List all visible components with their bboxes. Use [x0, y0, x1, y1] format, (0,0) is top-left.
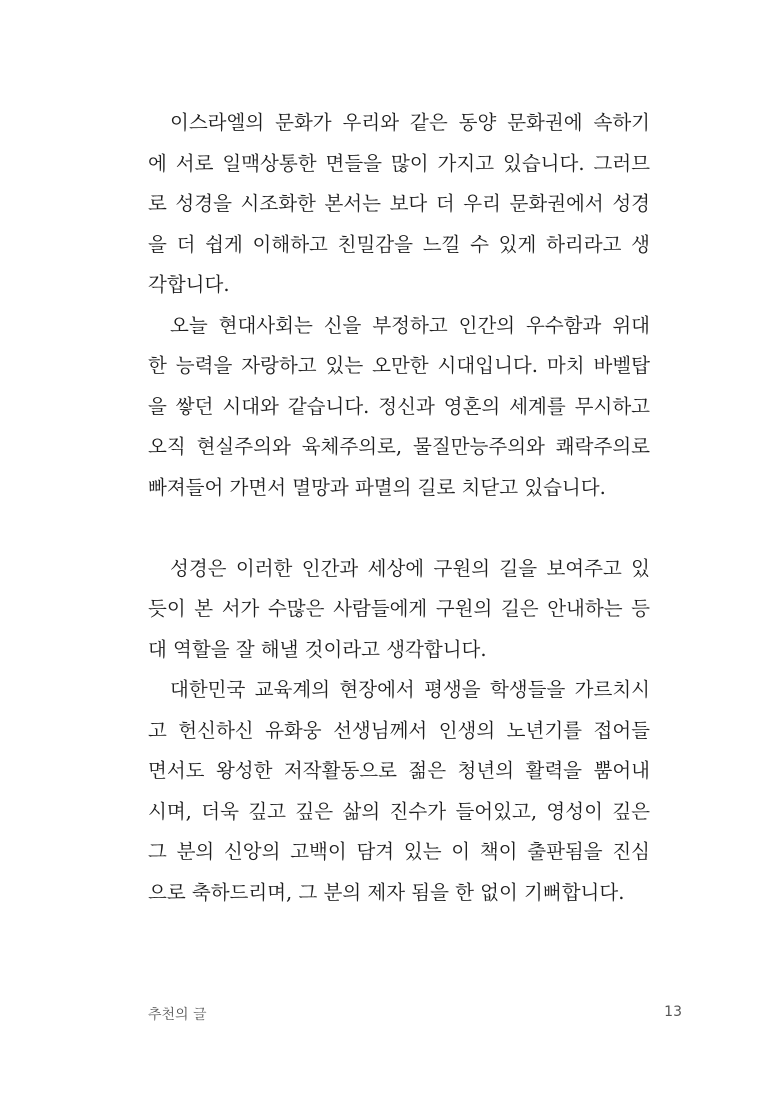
paragraph-4	[148, 670, 650, 913]
text-line: 빠져들어 가면서 멸망과 파멸의 길로 치닫고 있습니다.	[148, 475, 606, 499]
text-line: 대 역할을 잘 해낼 것이라고 생각합니다.	[148, 637, 487, 661]
text-line: 고 헌신하신 유화웅 선생님께서 인생의 노년기를 접어들	[148, 718, 650, 742]
text-line: 이스라엘의 문화가 우리와 같은 동양 문화권에 속하기	[170, 111, 650, 134]
running-footer-title: 추천의 글	[148, 1007, 207, 1023]
text-line: 성경은 이러한 인간과 세상에 구원의 길을 보여주고 있	[170, 556, 650, 580]
paragraph-gap	[148, 508, 650, 549]
text-line: 로 성경을 시조화한 본서는 보다 더 우리 문화권에서 성경	[148, 192, 650, 215]
text-line: 각합니다.	[148, 273, 230, 296]
paragraph-2	[148, 306, 650, 509]
text-line: 에 서로 일맥상통한 면들을 많이 가지고 있습니다. 그러므	[148, 151, 650, 175]
text-line: 한 능력을 자랑하고 있는 오만한 시대입니다. 마치 바벨탑	[148, 354, 650, 377]
body-text	[148, 103, 650, 913]
page-number: 13	[664, 1004, 682, 1020]
text-line: 대한민국 교육계의 현장에서 평생을 학생들을 가르치시	[170, 678, 650, 701]
paragraph-1	[148, 103, 650, 306]
text-line: 듯이 본 서가 수많은 사람들에게 구원의 길은 안내하는 등	[148, 597, 650, 620]
text-line: 오직 현실주의와 육체주의로, 물질만능주의와 쾌락주의로	[148, 435, 650, 458]
text-line: 오늘 현대사회는 신을 부정하고 인간의 우수함과 위대	[170, 313, 650, 337]
text-line: 그 분의 신앙의 고백이 담겨 있는 이 책이 출판됨을 진심	[148, 840, 650, 863]
text-line: 을 쌓던 시대와 같습니다. 정신과 영혼의 세계를 무시하고	[148, 394, 650, 418]
text-line: 으로 축하드리며, 그 분의 제자 됨을 한 없이 기뻐합니다.	[148, 880, 625, 904]
text-line: 면서도 왕성한 저작활동으로 젊은 청년의 활력을 뿜어내	[148, 759, 650, 782]
paragraph-3	[148, 549, 650, 671]
text-line: 시며, 더욱 깊고 깊은 삶의 진수가 들어있고, 영성이 깊은	[148, 799, 650, 823]
text-line: 을 더 쉽게 이해하고 친밀감을 느낄 수 있게 하리라고 생	[148, 232, 650, 256]
